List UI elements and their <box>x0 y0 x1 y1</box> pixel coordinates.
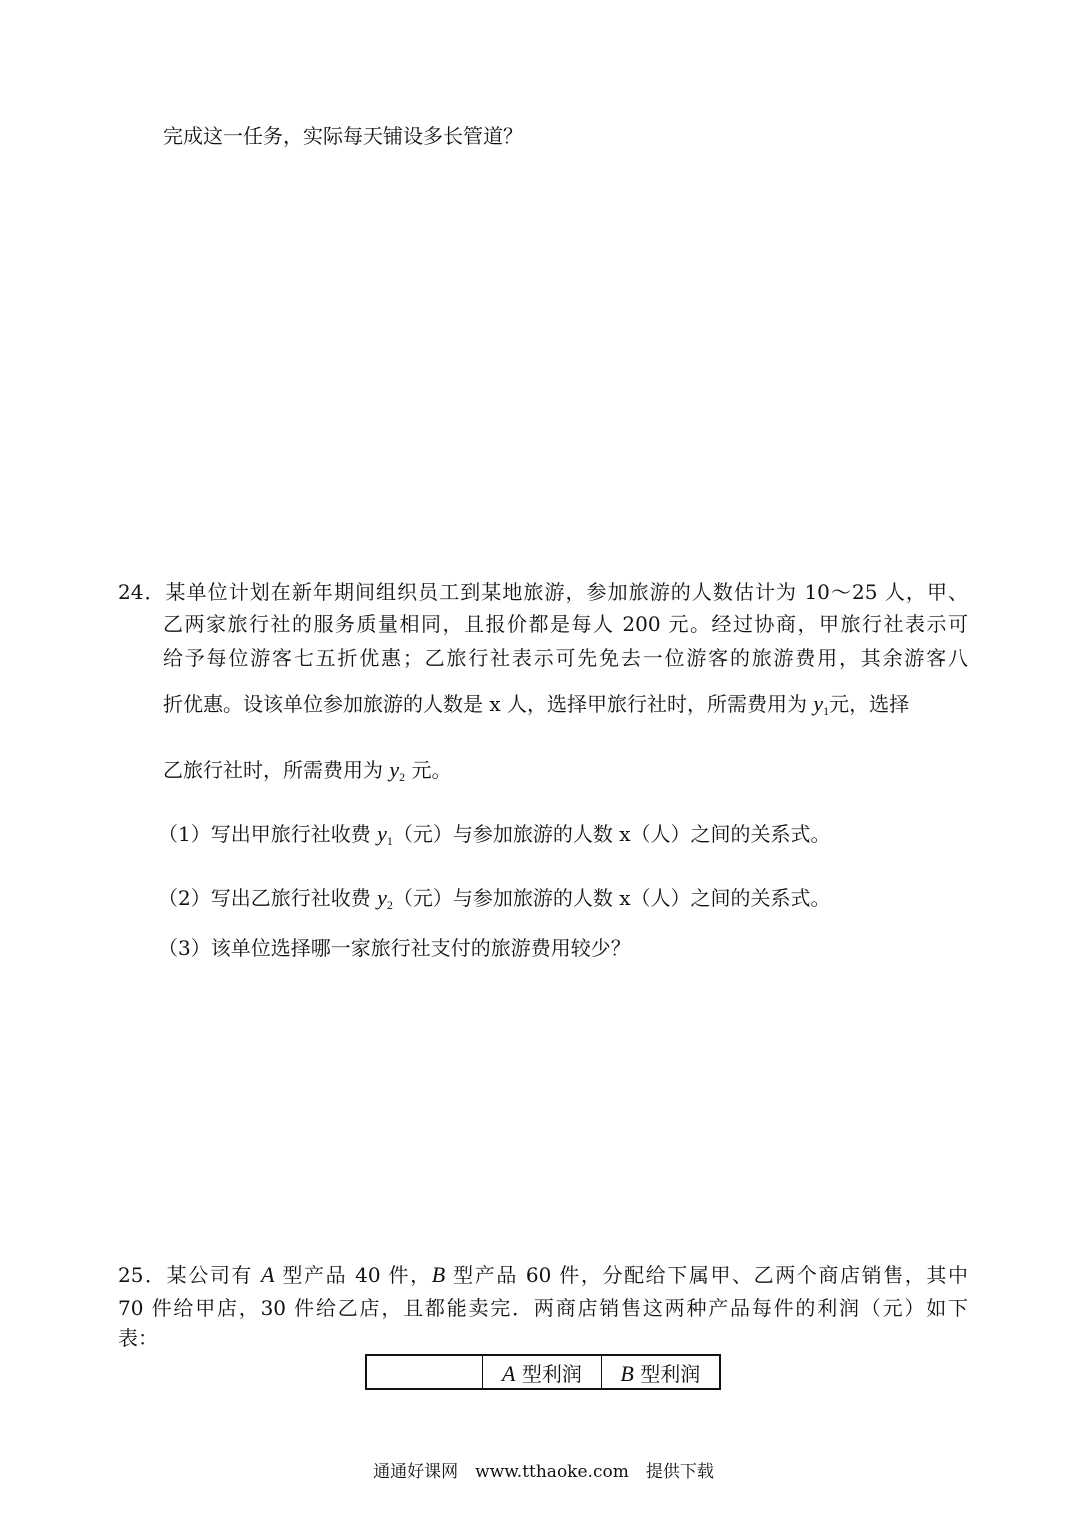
q24-line-3: 给予每位游客七五折优惠；乙旅行社表示可先免去一位游客的旅游费用，其余游客八 <box>163 646 968 670</box>
q24-line-1: 24．某单位计划在新年期间组织员工到某地旅游，参加旅游的人数估计为 10～25 人，甲、 <box>118 580 968 604</box>
table-row <box>366 1355 720 1389</box>
q24-line-4: 折优惠。设该单位参加旅游的人数是 x 人，选择甲旅行社时，所需费用为 $y_1$元，选择 <box>163 691 910 718</box>
table-header-empty <box>366 1355 483 1389</box>
q24-part-3: （3）该单位选择哪一家旅行社支付的旅游费用较少？ <box>158 936 631 960</box>
q23-tail-text: 完成这一任务，实际每天铺设多长管道？ <box>163 124 523 148</box>
y2-variable: $y_2$ <box>377 885 393 912</box>
q24-line-5: 乙旅行社时，所需费用为 $y_2$ 元。 <box>163 757 452 784</box>
y1-variable: $y_1$ <box>377 821 393 848</box>
q24-part-1: （1）写出甲旅行社收费 $y_1$（元）与参加旅游的人数 x（人）之间的关系式。 <box>158 821 831 848</box>
q25-line-1: 25．某公司有 A 型产品 40 件，B 型产品 60 件，分配给下属甲、乙两个商店销售，其中 <box>118 1262 968 1287</box>
y1-variable: $y_1$ <box>813 691 830 718</box>
q24-line-2: 乙两家旅行社的服务质量相同，且报价都是每人 200 元。经过协商，甲旅行社表示可 <box>163 612 968 636</box>
profit-table <box>365 1354 721 1390</box>
table-header-b-profit: B 型利润 <box>601 1355 720 1389</box>
q25-line-3: 表： <box>118 1326 158 1350</box>
y2-variable: $y_2$ <box>389 757 406 784</box>
q24-part-2: （2）写出乙旅行社收费 $y_2$（元）与参加旅游的人数 x（人）之间的关系式。 <box>158 885 831 912</box>
q25-line-2: 70 件给甲店，30 件给乙店，且都能卖完．两商店销售这两种产品每件的利润（元）如下 <box>118 1296 968 1320</box>
page-footer: 通通好课网 www.tthaoke.com 提供下载 <box>373 1462 714 1482</box>
table-header-a-profit: A 型利润 <box>483 1355 601 1389</box>
